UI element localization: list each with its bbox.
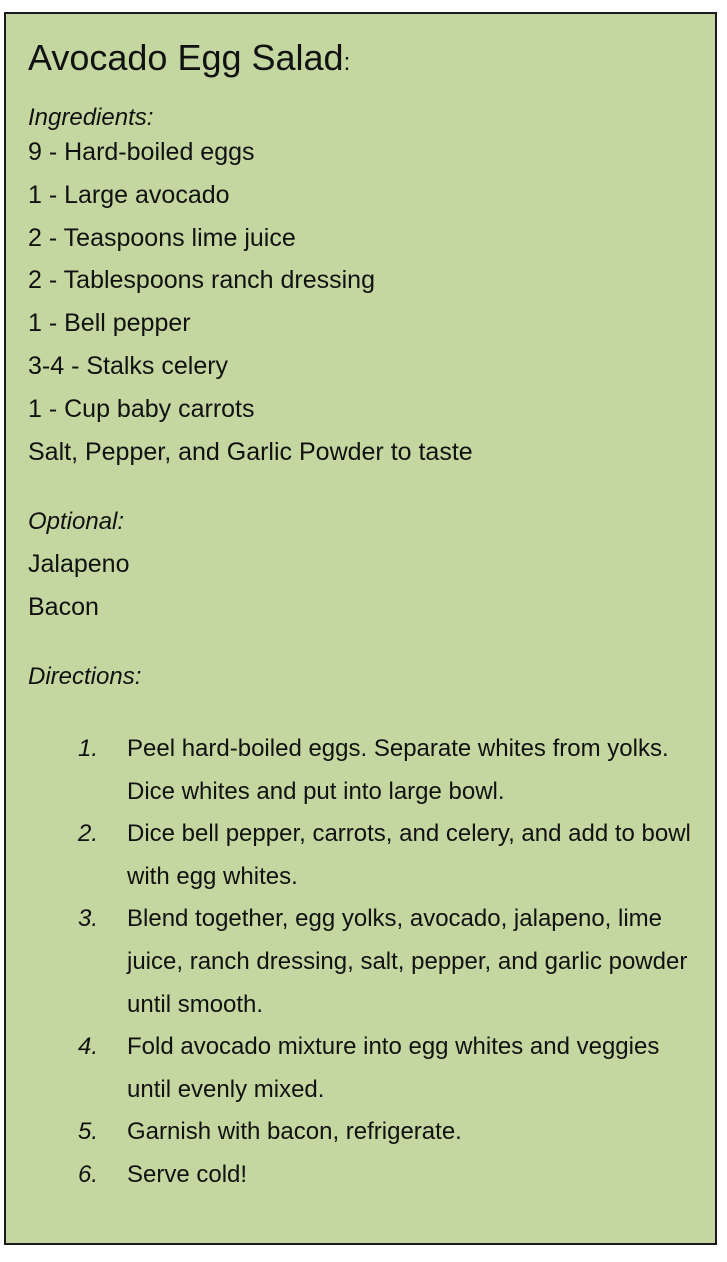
- directions-heading: Directions:: [28, 663, 142, 690]
- step-number: 5.: [78, 1118, 99, 1146]
- step-text: Garnish with bacon, refrigerate.: [127, 1118, 462, 1146]
- recipe-title-text: Avocado Egg Salad: [28, 37, 344, 78]
- direction-step: [66, 1111, 706, 1154]
- step-text: Dice bell pepper, carrots, and celery, and add to bowl with egg whites.: [127, 820, 691, 890]
- step-number: 1.: [78, 735, 99, 762]
- ingredient-item: 2 - Tablespoons ranch dressing: [28, 266, 375, 295]
- step-text: Blend together, egg yolks, avocado, jalapeno, lime juice, ranch dressing, salt, pepper, and garlic powder until smooth.: [127, 905, 688, 1018]
- ingredient-item: Salt, Pepper, and Garlic Powder to taste: [28, 437, 473, 466]
- step-number: 3.: [78, 905, 99, 933]
- recipe-title-colon: :: [343, 49, 351, 76]
- recipe-title: [28, 36, 350, 85]
- ingredients-list: [28, 131, 473, 473]
- ingredient-item: 3-4 - Stalks celery: [28, 351, 229, 380]
- step-text: Peel hard-boiled eggs. Separate whites from yolks. Dice whites and put into large bowl.: [127, 735, 669, 805]
- optional-heading: Optional:: [28, 508, 125, 535]
- step-number: 4.: [78, 1033, 99, 1061]
- optional-list: [28, 543, 129, 629]
- step-text: Fold avocado mixture into egg whites and veggies until evenly mixed.: [127, 1033, 660, 1103]
- step-number: 2.: [78, 820, 99, 848]
- ingredients-heading: Ingredients:: [28, 104, 154, 131]
- recipe-card: [4, 12, 717, 1245]
- direction-step: [66, 1154, 706, 1197]
- direction-step: [66, 728, 706, 813]
- ingredient-item: 9 - Hard-boiled eggs: [28, 138, 255, 166]
- direction-step: [66, 1026, 706, 1111]
- optional-item: Bacon: [28, 592, 99, 621]
- direction-step: [66, 898, 706, 1026]
- ingredient-item: 1 - Bell pepper: [28, 309, 191, 338]
- optional-item: Jalapeno: [28, 550, 130, 578]
- directions-list: [66, 728, 706, 1197]
- direction-step: [66, 813, 706, 898]
- step-number: 6.: [78, 1160, 99, 1188]
- step-text: Serve cold!: [127, 1160, 248, 1188]
- ingredient-item: 1 - Large avocado: [28, 180, 230, 209]
- ingredient-item: 2 - Teaspoons lime juice: [28, 223, 296, 252]
- ingredient-item: 1 - Cup baby carrots: [28, 394, 255, 423]
